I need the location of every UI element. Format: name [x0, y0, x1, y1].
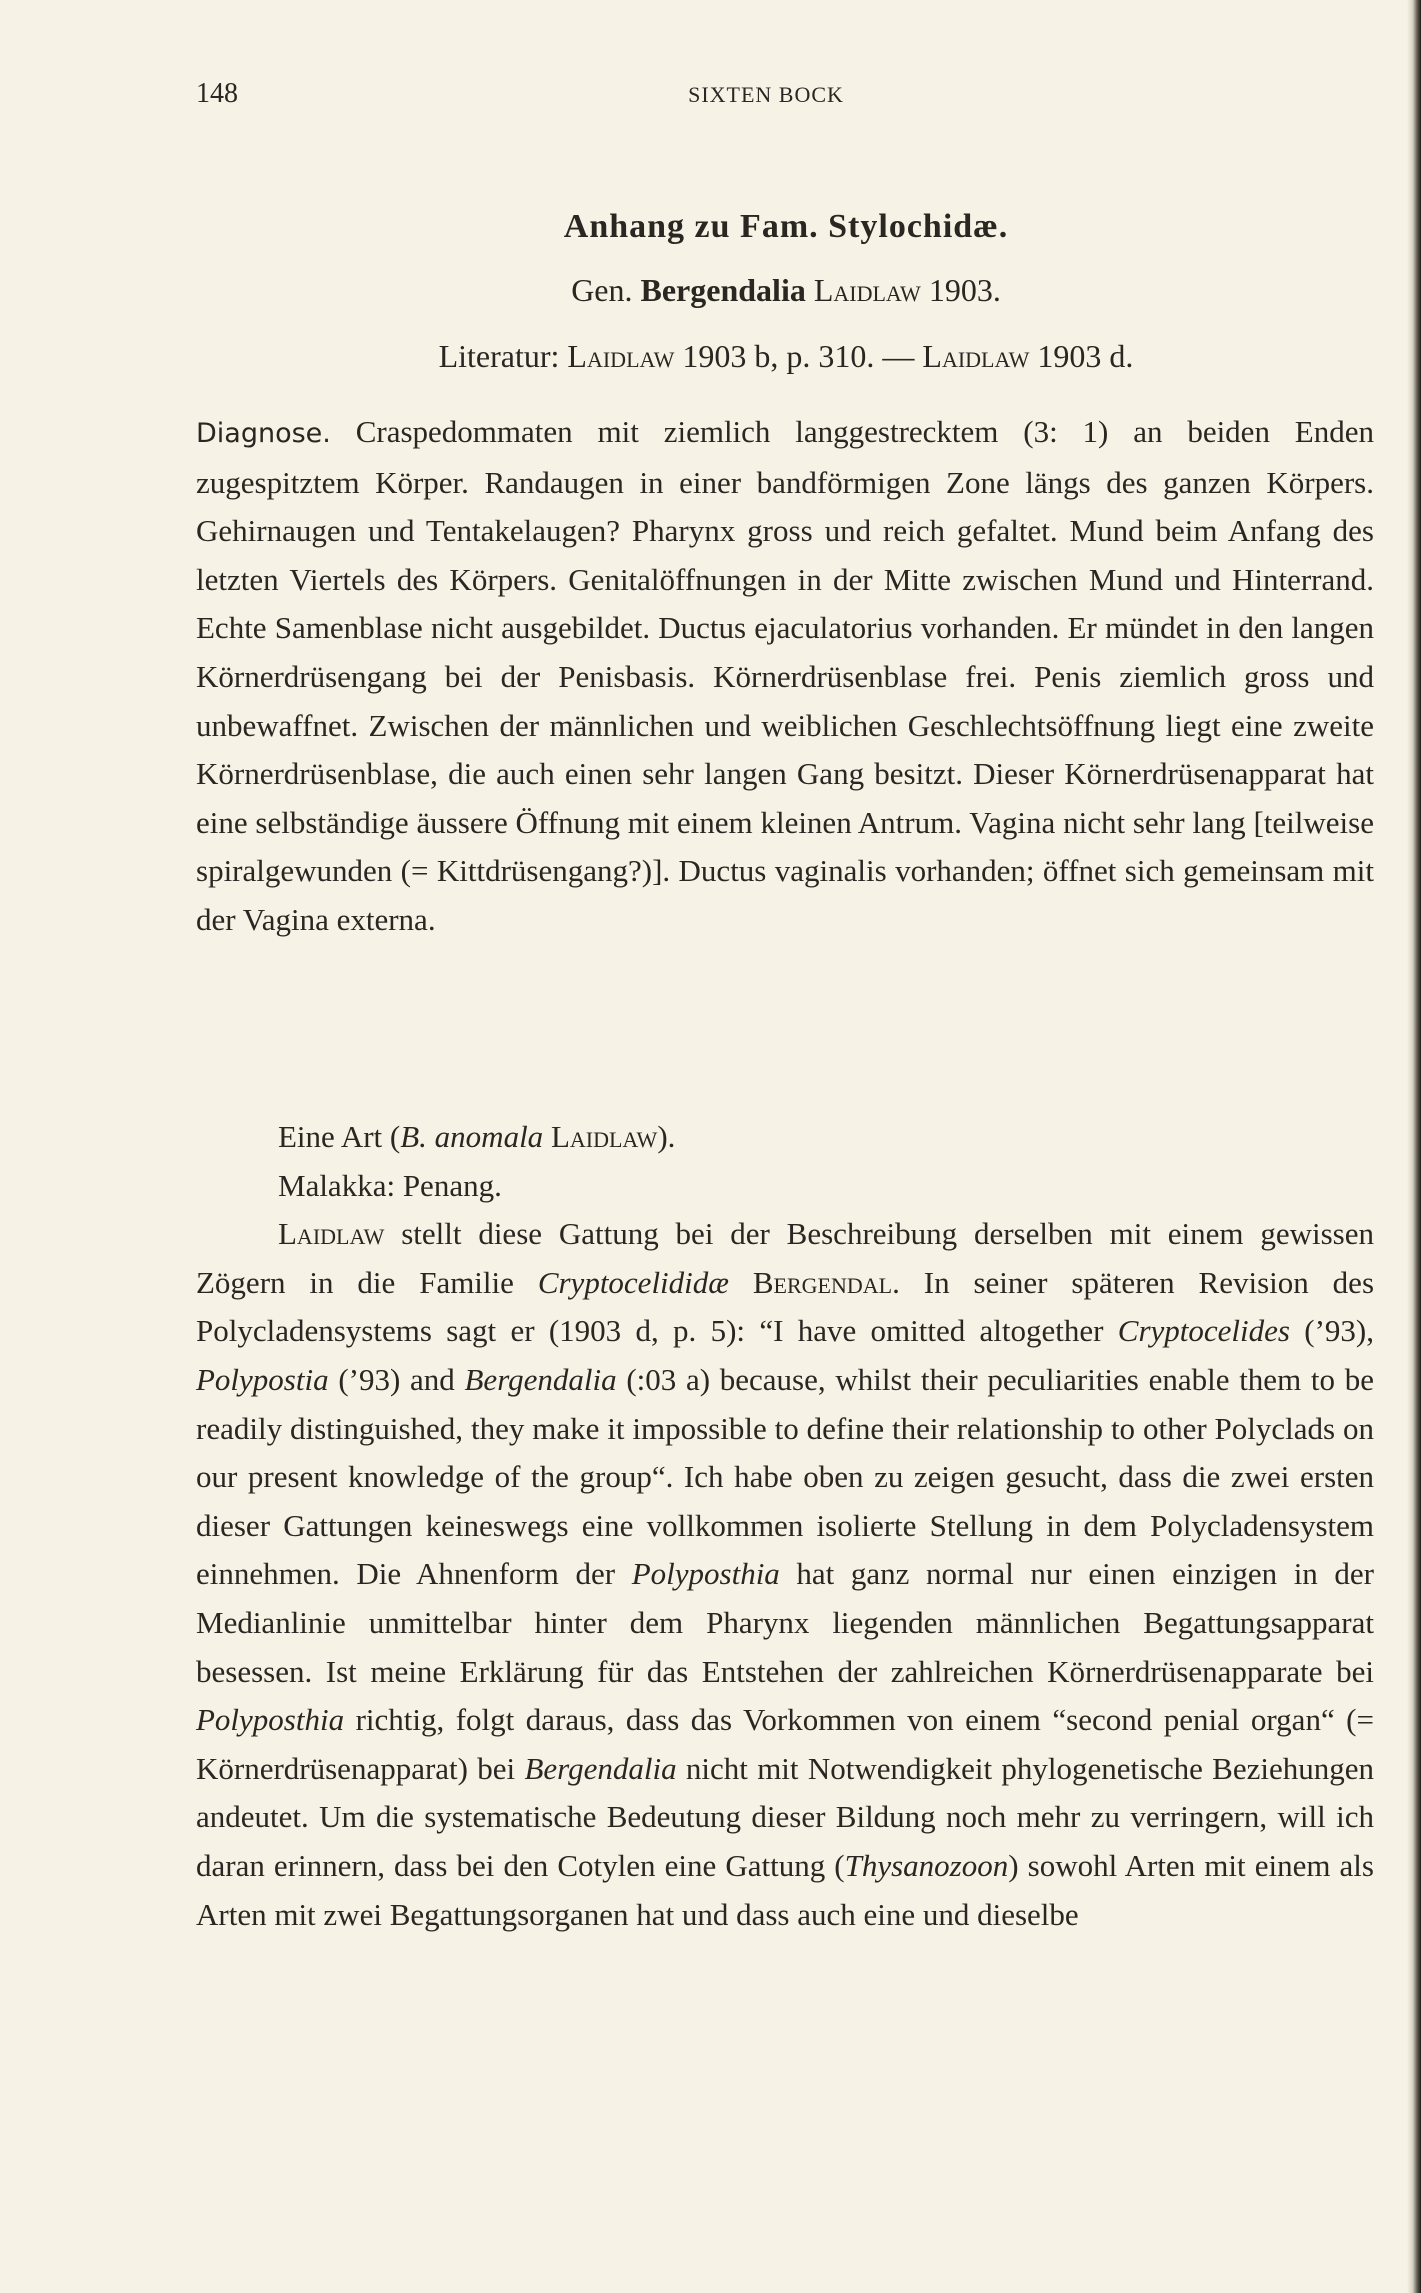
species-author: Laidlaw [543, 1119, 658, 1154]
literature-author-1: Laidlaw [567, 338, 675, 374]
section-title: Anhang zu Fam. Stylochidæ. [563, 208, 1009, 245]
literature-author-2: Laidlaw [922, 338, 1030, 374]
discussion-block [196, 1113, 1374, 1939]
species-prefix: Eine Art ( [278, 1119, 401, 1154]
diagnosis-label: Diagnose. [196, 418, 331, 449]
text-run: (:03 a) because, whilst their peculiarities enable them to be readily distinguished, they make it impossible to define their relationship to other Polyclads on our present knowledge of the group“. Ich habe oben zu zeigen gesucht, dass die zwei ersten dieser Gattungen keineswegs eine vollkommen isolierte Stellung in dem Polycladensystem einnehmen. Die Ahnenform der [196, 1361, 1374, 1592]
discussion-paragraph [196, 1210, 1374, 1939]
species-line [278, 1113, 1374, 1162]
text-run: (’93) and [328, 1361, 465, 1397]
text-run: richtig, folgt daraus, dass das Vorkommen von einem “second penial organ“ (= Körnerdrüsenapparat) bei [196, 1702, 1374, 1786]
genus-ref: Polypostia [196, 1361, 329, 1397]
page-edge-shadow [1407, 0, 1421, 2293]
genus-author: Laidlaw [805, 272, 921, 308]
text-run: hat ganz normal nur einen einzigen in der Medianlinie unmittelbar hinter dem Pharynx liegenden männlichen Begattungsapparat besessen. Ist meine Erklärung für das Entstehen der zahlreichen Körnerdrüsenapparate bei [196, 1556, 1374, 1689]
text-run: (’93), [1289, 1313, 1374, 1349]
genus-year: 1903. [920, 272, 1001, 308]
text-run: stellt diese Gattung bei der Beschreibung derselben mit einem gewissen Zögern in die Familie [196, 1216, 1374, 1300]
diagnosis-block [196, 408, 1374, 945]
genus-ref: Thysanozoon [844, 1847, 1009, 1883]
text-run: . In seiner späteren Revision des Polycladensystems sagt er (1903 d, p. 5): “I have omitted altogether [196, 1264, 1375, 1349]
literature-label: Literatur: [438, 338, 568, 374]
page-header [196, 78, 1376, 118]
genus-line [196, 272, 1376, 309]
diagnosis-text: Craspedommaten mit ziemlich langgestrecktem (3: 1) an beiden Enden zugespitztem Körper. Randaugen in einer bandförmigen Zone längs des ganzen Körpers. Gehirnaugen und Tentakelaugen? Pharynx gross und reich gefaltet. Mund beim Anfang des letzten Viertels des Körpers. Genitalöffnungen in der Mitte zwischen Mund und Hinterrand. Echte Samenblase nicht ausgebildet. Ductus ejaculatorius vorhanden. Er mündet in den langen Körnerdrüsengang bei der Penisbasis. Körnerdrüsenblase frei. Penis ziemlich gross und unbewaffnet. Zwischen der männlichen und weiblichen Geschlechtsöffnung liegt eine zweite Körnerdrüsenblase, die auch einen sehr langen Gang besitzt. Dieser Körnerdrüsenapparat hat eine selbständige äussere Öffnung mit einem kleinen Antrum. Vagina nicht sehr lang [teilweise spiralgewunden (= Kittdrüsengang?)]. Ductus vaginalis vorhanden; öffnet sich gemeinsam mit der Vagina externa. [196, 414, 1374, 937]
genus-prefix: Gen. [571, 272, 641, 308]
genus-ref: Cryptocelides [1117, 1313, 1290, 1349]
literature-line [196, 338, 1376, 375]
genus-name: Bergendalia [640, 272, 806, 308]
family-name: Cryptocelididæ [537, 1264, 729, 1300]
genus-ref: Polyposthia [196, 1702, 345, 1738]
author-ref: Bergendal [728, 1264, 893, 1300]
text-run: nicht mit Notwendigkeit phylogenetische Beziehungen andeutet. Um die systematische Bedeutung dieser Bildung noch mehr zu verringern, will ich daran erinnern, dass bei den Cotylen eine Gattung ( [196, 1750, 1374, 1883]
page-number: 148 [196, 78, 238, 109]
literature-ref-2: 1903 d. [1029, 338, 1134, 374]
species-name: B. anomala [400, 1119, 544, 1154]
text-run: ) sowohl Arten mit einem als Arten mit zwei Begattungsorganen hat und dass auch eine und dieselbe [196, 1847, 1374, 1932]
genus-ref: Polyposthia [631, 1556, 780, 1592]
genus-ref: Bergendalia [464, 1361, 617, 1397]
diagnosis-paragraph [196, 408, 1374, 945]
genus-ref: Bergendalia [524, 1750, 677, 1786]
species-suffix: ). [657, 1119, 676, 1154]
locality-line: Malakka: Penang. [278, 1167, 502, 1203]
running-head: SIXTEN BOCK [688, 82, 844, 107]
author-ref: Laidlaw [278, 1216, 385, 1252]
literature-ref-1: 1903 b, p. 310. — [674, 338, 923, 374]
